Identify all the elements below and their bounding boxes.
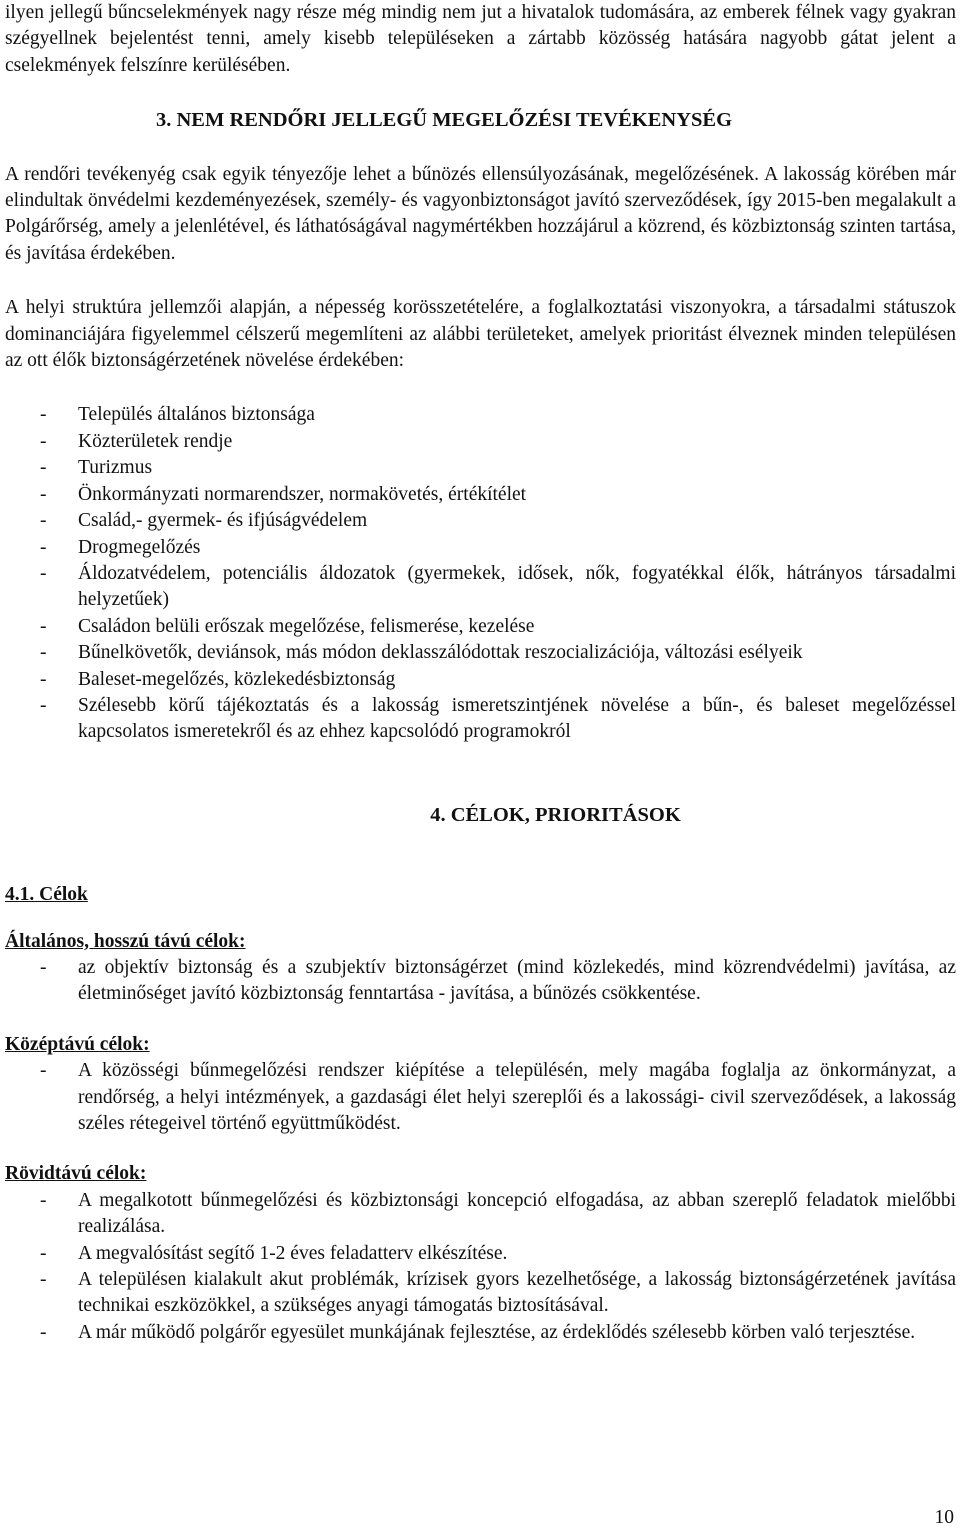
list-item: - Baleset-megelőzés, közlekedésbiztonság — [40, 668, 396, 690]
document-page — [5, 0, 956, 1346]
list-item: - Bűnelkövetők, deviánsok, más módon deklasszálódottak reszocializációja, változási esélyeik — [40, 642, 803, 664]
subsection-4-1-heading: 4.1. Célok — [5, 884, 88, 906]
intro-paragraph: ilyen jellegű bűncselekmények nagy része még mindig nem jut a hivatalok tudomására, az emberek félnek vagy gyakran szégyellnek bejelentést tenni, amely kisebb településeken a zártabb közösség hatására nagyobb gátat jelent a cselekmények felszínre kerülésében. — [5, 2, 956, 76]
list-item: - A közösségi bűnmegelőzési rendszer kiépítése a településén, mely magába foglalja az önkormányzat, a rendőrség, a helyi intézmények, a gazdasági élet helyi szereplői és a lakossági- civil szerveződések, a lakosság széles rétegeivel történő együttműködést. — [40, 1060, 956, 1134]
list-item: - Szélesebb körű tájékoztatás és a lakosság ismeretszintjének növelése a bűn-, és baleset megelőzéssel kapcsolatos ismeretekről és az ehhez kapcsolódó programokról — [40, 694, 956, 743]
list-item: - Közterületek rendje — [40, 430, 233, 452]
list-item: - Drogmegelőzés — [40, 536, 201, 558]
list-item: - A megvalósítást segítő 1-2 éves feladatterv elkészítése. — [40, 1242, 508, 1264]
section-3-paragraph-2: A helyi struktúra jellemzői alapján, a népesség korösszetételére, a foglalkoztatási viszonyokra, a társadalmi státuszok dominanciájára figyelemmel célszerű megemlíteni az alábbi területeket, amelyek prioritást élveznek minden településen az ott élők biztonságérzetének növelése érdekében: — [5, 297, 956, 372]
list-item: - Családon belüli erőszak megelőzése, felismerése, kezelése — [40, 615, 535, 637]
short-term-goals-title: Rövidtávú célok: — [5, 1163, 147, 1185]
list-item: - Áldozatvédelem, potenciális áldozatok (gyermekek, idősek, nők, fogyatékkal élők, hátrányos társadalmi helyzetűek) — [40, 562, 956, 611]
mid-term-goals-title: Középtávú célok: — [5, 1033, 150, 1055]
section-3-heading: 3. NEM RENDŐRI JELLEGŰ MEGELŐZÉSI TEVÉKENYSÉG — [156, 109, 733, 132]
priority-list — [5, 402, 956, 745]
mid-term-goals-list — [5, 1058, 956, 1137]
short-term-goals-list — [5, 1188, 956, 1346]
list-item: - Önkormányzati normarendszer, normakövetés, értékítélet — [40, 483, 527, 505]
list-item: - az objektív biztonság és a szubjektív biztonságérzet (mind közlekedés, mind közrendvédelmi) javítása, az életminőséget javító közbiztonság fenntartása - javítása, a bűnözés csökkentése. — [40, 956, 956, 1005]
list-item: - A már működő polgárőr egyesület munkájának fejlesztése, az érdeklődés szélesebb körben való terjesztése. — [40, 1321, 916, 1343]
long-term-goals-list — [5, 955, 956, 1008]
list-item: - Család,- gyermek- és ifjúságvédelem — [40, 510, 368, 532]
list-item: - Település általános biztonsága — [40, 404, 315, 426]
section-3-paragraph-1: A rendőri tevékenyég csak egyik tényezője lehet a bűnözés ellensúlyozásának, megelőzésének. A lakosság körében már elindultak önvédelmi kezdeményezések, személy- és vagyonbiztonságot javító szerveződések, így 2015-ben megalakult a Polgárőrség, amely a jelenlétével, és láthatóságával nagymértékben hozzájárul a közrend, és közbiztonság szinten tartása, és javítása érdekében. — [5, 163, 956, 264]
list-item: - A településen kialakult akut problémák, krízisek gyors kezelhetősége, a lakosság biztonságérzetének javítása technikai eszközökkel, a szükséges anyagi támogatás biztosításával. — [40, 1269, 956, 1317]
list-item: - Turizmus — [40, 457, 153, 479]
section-4-heading: 4. CÉLOK, PRIORITÁSOK — [430, 803, 681, 826]
page-number: 10 — [934, 1507, 954, 1528]
long-term-goals-title: Általános, hosszú távú célok: — [5, 930, 246, 952]
list-item: - A megalkotott bűnmegelőzési és közbiztonsági koncepció elfogadása, az abban szereplő feladatok mielőbbi realizálása. — [40, 1189, 956, 1238]
